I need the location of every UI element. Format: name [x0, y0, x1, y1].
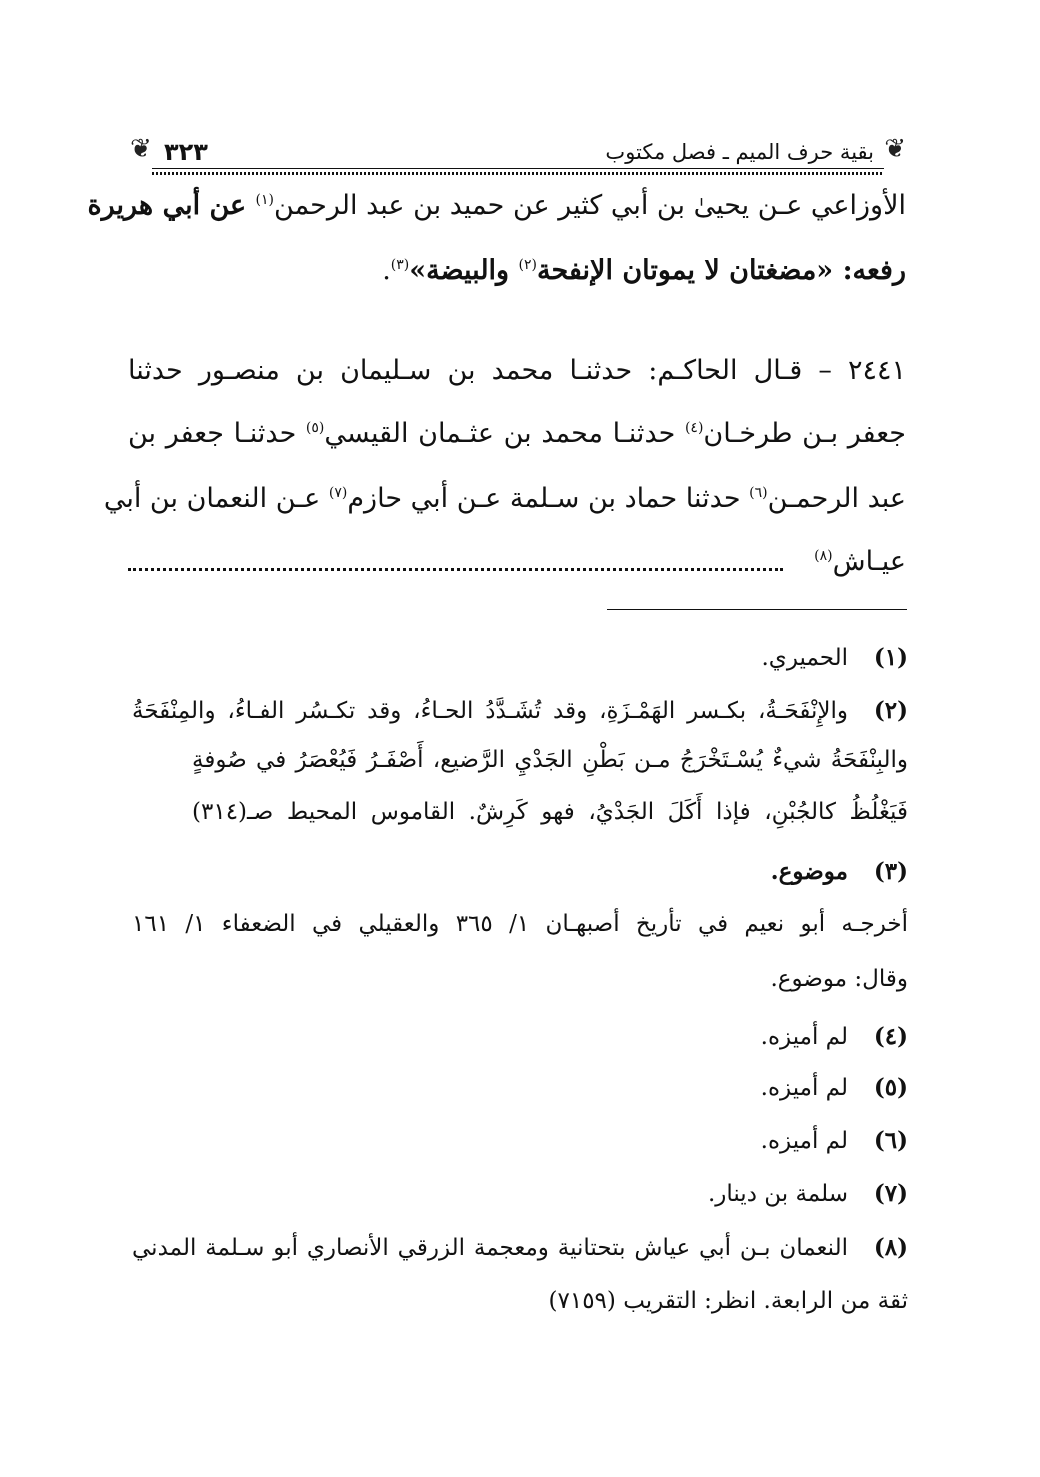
page-number: ٣٢٣: [164, 138, 208, 166]
footnote-8: [132, 1234, 908, 1261]
main-line-3: [128, 355, 906, 386]
main-line-1: [87, 190, 906, 221]
footnote-text: الحميري.: [761, 645, 848, 671]
main-line-3-text: ٢٤٤١ – قـال الحاكـم: حدثنـا محمد بن سـليمان بن منصـور حدثنا: [128, 355, 907, 386]
footnote-number: (٢): [873, 697, 908, 724]
main-line-5: [103, 483, 906, 514]
main-line-2: [128, 255, 906, 286]
main-line-4-c: حدثنـا جعفر بن: [128, 418, 306, 449]
ornament-right-icon: ❦: [884, 134, 906, 164]
footnote-number: (٨): [873, 1234, 908, 1261]
footnote-ref-8: (٨): [814, 548, 833, 564]
main-line-4-a: جعفر بـن طرخـان: [703, 418, 906, 449]
footnote-5: [761, 1074, 908, 1101]
footnote-ref-7: (٧): [328, 485, 348, 501]
ornament-left-icon: ❦: [130, 134, 152, 164]
footnote-ref-6: (٦): [749, 485, 768, 501]
footnote-text: موضوع.: [770, 858, 848, 885]
main-line-1-bold: عن أبي هريرة: [87, 190, 256, 221]
footnote-1: [762, 644, 909, 671]
footnote-text: والإِنْفَحَـةُ، بكـسر الهَمْـزَةِ، وقد تُشَـدَّدُ الحـاءُ، وقد تكـسُر الفـاءُ، والمِنْفَحَةُ: [132, 698, 848, 724]
footnote-7: [708, 1180, 908, 1207]
footnote-3-line-3: وقال: موضوع.: [770, 966, 908, 992]
main-line-4-b: حدثنـا محمد بن عثـمان القيسي: [324, 418, 685, 449]
main-line-5-a: عبد الرحمـن: [767, 483, 906, 514]
header-rule: [152, 168, 884, 169]
hadith-text-b: والبيضة»: [409, 255, 519, 286]
main-line-6: [128, 546, 906, 577]
main-line-5-b: حدثنا حماد بن سـلمة عـن أبي حازم: [347, 483, 750, 514]
running-title: بقية حرف الميم ـ فصل مكتوب: [605, 140, 874, 164]
footnote-text: سلمة بن دينار.: [707, 1181, 848, 1207]
footnote-6: [761, 1127, 908, 1154]
footnote-ref-2: (٢): [518, 257, 537, 273]
footnote-ref-5: (٥): [305, 420, 325, 436]
footnote-number: (٥): [873, 1074, 908, 1101]
footnote-text: لم أميزه.: [760, 1075, 848, 1101]
footnote-number: (٦): [873, 1127, 908, 1154]
footnote-ref-4: (٤): [684, 420, 704, 436]
footnote-2-line-2: والبِنْفَحَةُ شيءٌ يُسْـتَخْرَجُ مـن بَطْنِ الجَدْيِ الرَّضيع، أَصْفَـرُ فَيُعْصَرُ في صُوفةٍ: [192, 747, 908, 773]
main-line-2-end: .: [382, 255, 391, 286]
footnote-text: لم أميزه.: [760, 1128, 848, 1154]
header-ornamental-border: [152, 172, 884, 175]
page-header: [128, 130, 908, 174]
footnote-text: لم أميزه.: [760, 1024, 848, 1050]
footnote-number: (٧): [873, 1180, 908, 1207]
footnote-text: النعمان بـن أبي عياش بتحتانية ومعجمة الزرقي الأنصاري أبو سـلمة المدني: [132, 1235, 848, 1261]
hadith-text-a: «مضغتان لا يموتان الإنفحة: [536, 255, 834, 286]
dotted-continuation: [128, 568, 783, 571]
footnote-3-line-2: أخرجـه أبو نعيم في تأريخ أصبهـان ١/ ٣٦٥ والعقيلي في الضعفاء ١/ ١٦١: [132, 911, 909, 937]
footnote-2-line-3: فَيَغْلُظُ كالجُبْنِ، فإذا أَكَلَ الجَدْيُ، فهو كَرِشٌ. القاموس المحيط صـ(٣١٤): [192, 799, 908, 825]
footnote-separator: [607, 609, 907, 610]
footnote-number: (١): [873, 644, 908, 671]
footnote-ref-3: (٣): [390, 257, 410, 273]
footnote-8-line-2: ثقة من الرابعة. انظر: التقريب (٧١٥٩): [548, 1288, 908, 1314]
footnote-3: [771, 858, 908, 885]
footnote-4: [761, 1023, 908, 1050]
main-line-4: [128, 418, 906, 449]
main-line-6-text: عيـاش: [832, 546, 906, 577]
footnote-ref-1: (١): [255, 192, 275, 208]
main-line-5-c: عـن النعمان بن أبي: [103, 483, 329, 514]
footnote-2: [132, 697, 908, 724]
footnote-number: (٣): [873, 858, 908, 885]
main-line-2-lead: رفعه:: [833, 255, 906, 286]
main-line-1-text: الأوزاعي عـن يحيىٰ بن أبي كثير عن حميد بن عبد الرحمن: [274, 190, 906, 221]
footnote-number: (٤): [873, 1023, 908, 1050]
